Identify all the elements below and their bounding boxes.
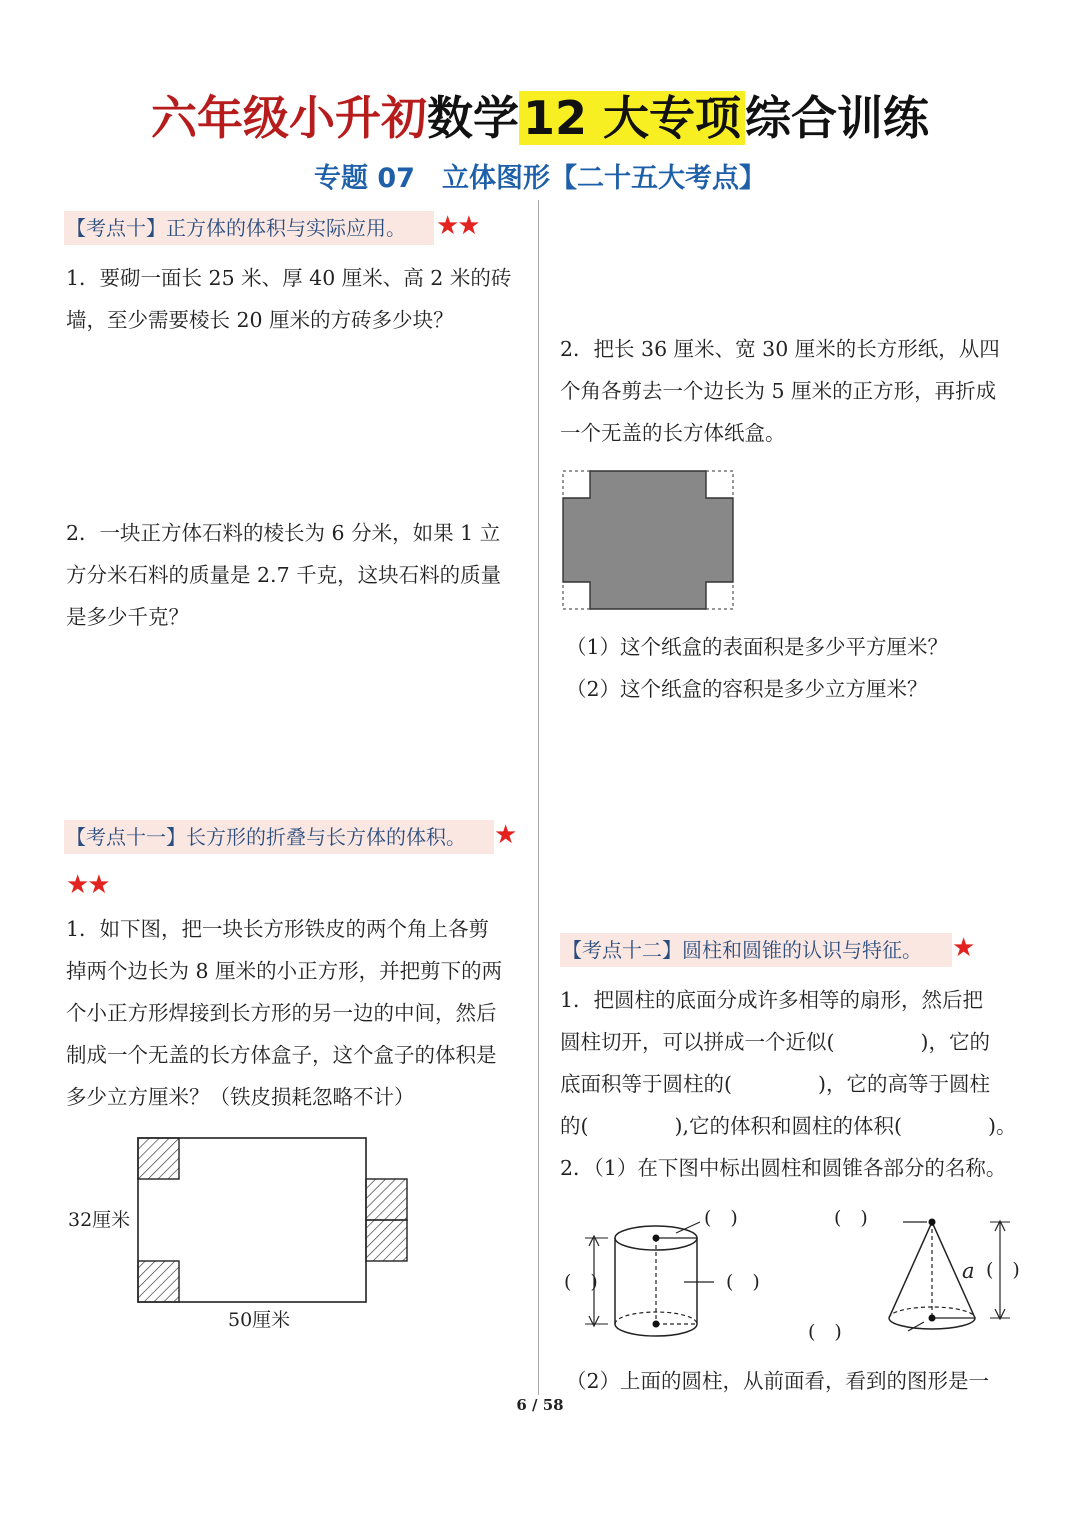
text-line: 制成一个无盖的长方体盒子，这个盒子的体积是 <box>66 1043 497 1067</box>
text-line: 2．一块正方体石料的棱长为 6 分米，如果 1 立 <box>66 521 501 545</box>
question-10-2-right <box>560 328 1030 454</box>
cut-square-bottom <box>138 1261 179 1302</box>
cylinder-cone-figure <box>558 1200 1040 1350</box>
cone-height-variable: a <box>962 1259 975 1283</box>
question-12-1 <box>560 979 1040 1189</box>
text-line <box>560 1105 1040 1147</box>
text-part: )。 <box>988 1114 1017 1138</box>
text-line: （1）这个纸盒的表面积是多少平方厘米？ <box>566 635 949 659</box>
text-line: 方分米石料的质量是 2.7 千克，这块石料的质量 <box>66 563 502 587</box>
paper-box-figure <box>562 470 738 612</box>
text-part: ),它的体积和圆柱的体积( <box>674 1114 903 1138</box>
text-line: 1．如下图，把一块长方形铁皮的两个角上各剪 <box>66 917 490 941</box>
text-part: 圆柱切开，可以拼成一个近似( <box>560 1030 835 1054</box>
text-part: 底面积等于圆柱的( <box>560 1072 732 1096</box>
title-part1: 六年级小升初 <box>150 91 427 145</box>
section-11-title: 【考点十一】长方形的折叠与长方体的体积。 <box>66 825 466 849</box>
cone-label-blank[interactable]: ( ) <box>834 1207 868 1229</box>
section-10-stars: ★★ <box>436 211 479 241</box>
iron-sheet-figure <box>60 1128 420 1338</box>
question-10-1 <box>66 257 526 341</box>
section-10-heading <box>64 211 434 245</box>
section-12-heading <box>560 933 952 967</box>
text-part: )，它的高等于圆柱 <box>818 1072 990 1096</box>
text-line: 个小正方形焊接到长方形的另一边的中间，然后 <box>66 1001 497 1025</box>
title-part2: 数学 <box>426 91 519 145</box>
text-line: （2）上面的圆柱，从前面看，看到的图形是一 <box>566 1369 990 1393</box>
page-number: 6 / 58 <box>516 1396 564 1414</box>
title-highlight: 12 大专项 <box>519 91 745 145</box>
page-title <box>0 84 1080 152</box>
text-line: 1．要砌一面长 25 米、厚 40 厘米、高 2 米的砖 <box>66 266 512 290</box>
text-line: 一个无盖的长方体纸盒。 <box>560 421 786 445</box>
cut-corner <box>563 582 590 609</box>
text-line: 1．把圆柱的底面分成许多相等的扇形，然后把 <box>560 988 984 1012</box>
section-12-stars: ★ <box>952 933 974 963</box>
unfolded-box-shape <box>563 471 733 609</box>
text-line: （2）这个纸盒的容积是多少立方厘米？ <box>566 677 928 701</box>
title-part3: 综合训练 <box>745 91 930 145</box>
question-10-2-subs <box>566 626 1026 710</box>
cylinder-label-blank[interactable]: ( ) <box>564 1271 598 1293</box>
text-line: 2．把长 36 厘米、宽 30 厘米的长方形纸，从四 <box>560 337 1000 361</box>
cylinder-label-blank[interactable]: ( ) <box>726 1271 760 1293</box>
cut-corner <box>706 471 733 498</box>
section-11-star-inline: ★ <box>494 820 516 850</box>
cone-label-blank[interactable]: ( ) <box>808 1321 842 1343</box>
text-line: 个角各剪去一个边长为 5 厘米的正方形，再折成 <box>560 379 997 403</box>
welded-square-bottom <box>366 1220 407 1261</box>
section-11-heading <box>64 820 494 854</box>
cylinder-diagram <box>585 1222 714 1336</box>
text-line <box>560 1063 1040 1105</box>
text-line <box>560 1021 1040 1063</box>
width-label: 50厘米 <box>228 1309 291 1331</box>
question-11-1 <box>66 908 528 1118</box>
section-11-stars: ★★ <box>66 870 109 900</box>
cylinder-label-blank[interactable]: ( ) <box>704 1207 738 1229</box>
cut-corner <box>563 471 590 498</box>
section-12-title: 【考点十二】圆柱和圆锥的认识与特征。 <box>562 938 922 962</box>
text-line: 墙，至少需要棱长 20 厘米的方砖多少块？ <box>66 308 454 332</box>
cone-label-blank[interactable]: ( ) <box>986 1259 1020 1281</box>
question-10-2 <box>66 512 526 638</box>
welded-square-top <box>366 1179 407 1220</box>
section-10-title: 【考点十】正方体的体积与实际应用。 <box>66 216 406 240</box>
text-part: )，它的 <box>920 1030 990 1054</box>
text-line: 多少立方厘米？（铁皮损耗忽略不计） <box>66 1085 415 1109</box>
text-line: 是多少千克？ <box>66 605 189 629</box>
text-line: 掉两个边长为 8 厘米的小正方形，并把剪下的两 <box>66 959 503 983</box>
column-divider <box>538 200 539 1395</box>
cut-corner <box>706 582 733 609</box>
height-label: 32厘米 <box>68 1209 131 1231</box>
cut-square-top <box>138 1138 179 1179</box>
text-line: 2．（1）在下图中标出圆柱和圆锥各部分的名称。 <box>560 1156 1007 1180</box>
text-part: 的( <box>560 1114 589 1138</box>
page-subtitle: 专题 07 立体图形【二十五大考点】 <box>314 163 766 194</box>
